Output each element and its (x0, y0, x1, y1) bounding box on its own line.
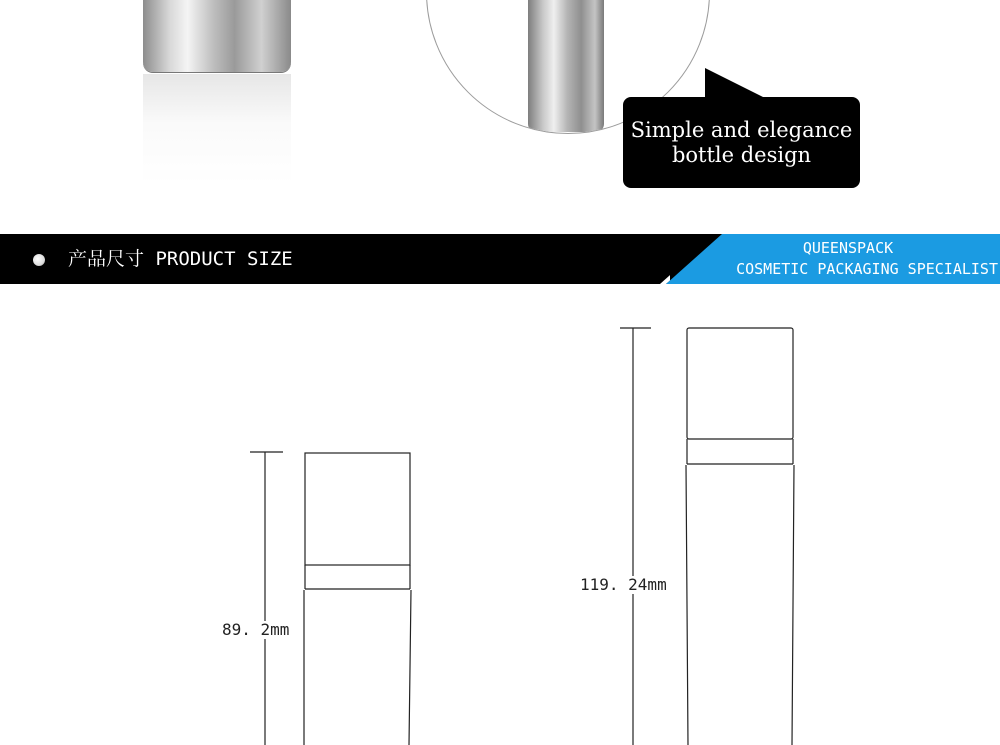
section-title: 产品尺寸 PRODUCT SIZE (68, 248, 293, 270)
large-bottle-drawing (620, 328, 794, 745)
brand-stripe (660, 234, 670, 284)
small-height-label: 89. 2mm (222, 620, 290, 639)
product-photo-area (0, 0, 1000, 234)
product-size-drawings (0, 284, 1000, 745)
large-bottle-cap (687, 328, 793, 439)
zoomed-bottle-photo (528, 0, 604, 132)
brand-tagline: COSMETIC PACKAGING SPECIALIST (736, 260, 998, 278)
design-callout (623, 97, 860, 188)
small-bottle-drawing (250, 452, 411, 745)
bullet-icon (33, 254, 45, 266)
callout-pointer (705, 68, 769, 100)
bottle-photo (143, 0, 291, 72)
callout-line-1: Simple and elegance (630, 117, 853, 142)
callout-line-2: bottle design (671, 142, 812, 167)
large-bottle-body (686, 465, 794, 745)
small-bottle-body (304, 590, 411, 745)
bottle-reflection (143, 74, 291, 184)
section-header-bar (0, 234, 1000, 284)
small-bottle-cap (305, 453, 410, 565)
large-height-label: 119. 24mm (580, 575, 667, 594)
brand-name: QUEENSPACK (802, 239, 894, 257)
